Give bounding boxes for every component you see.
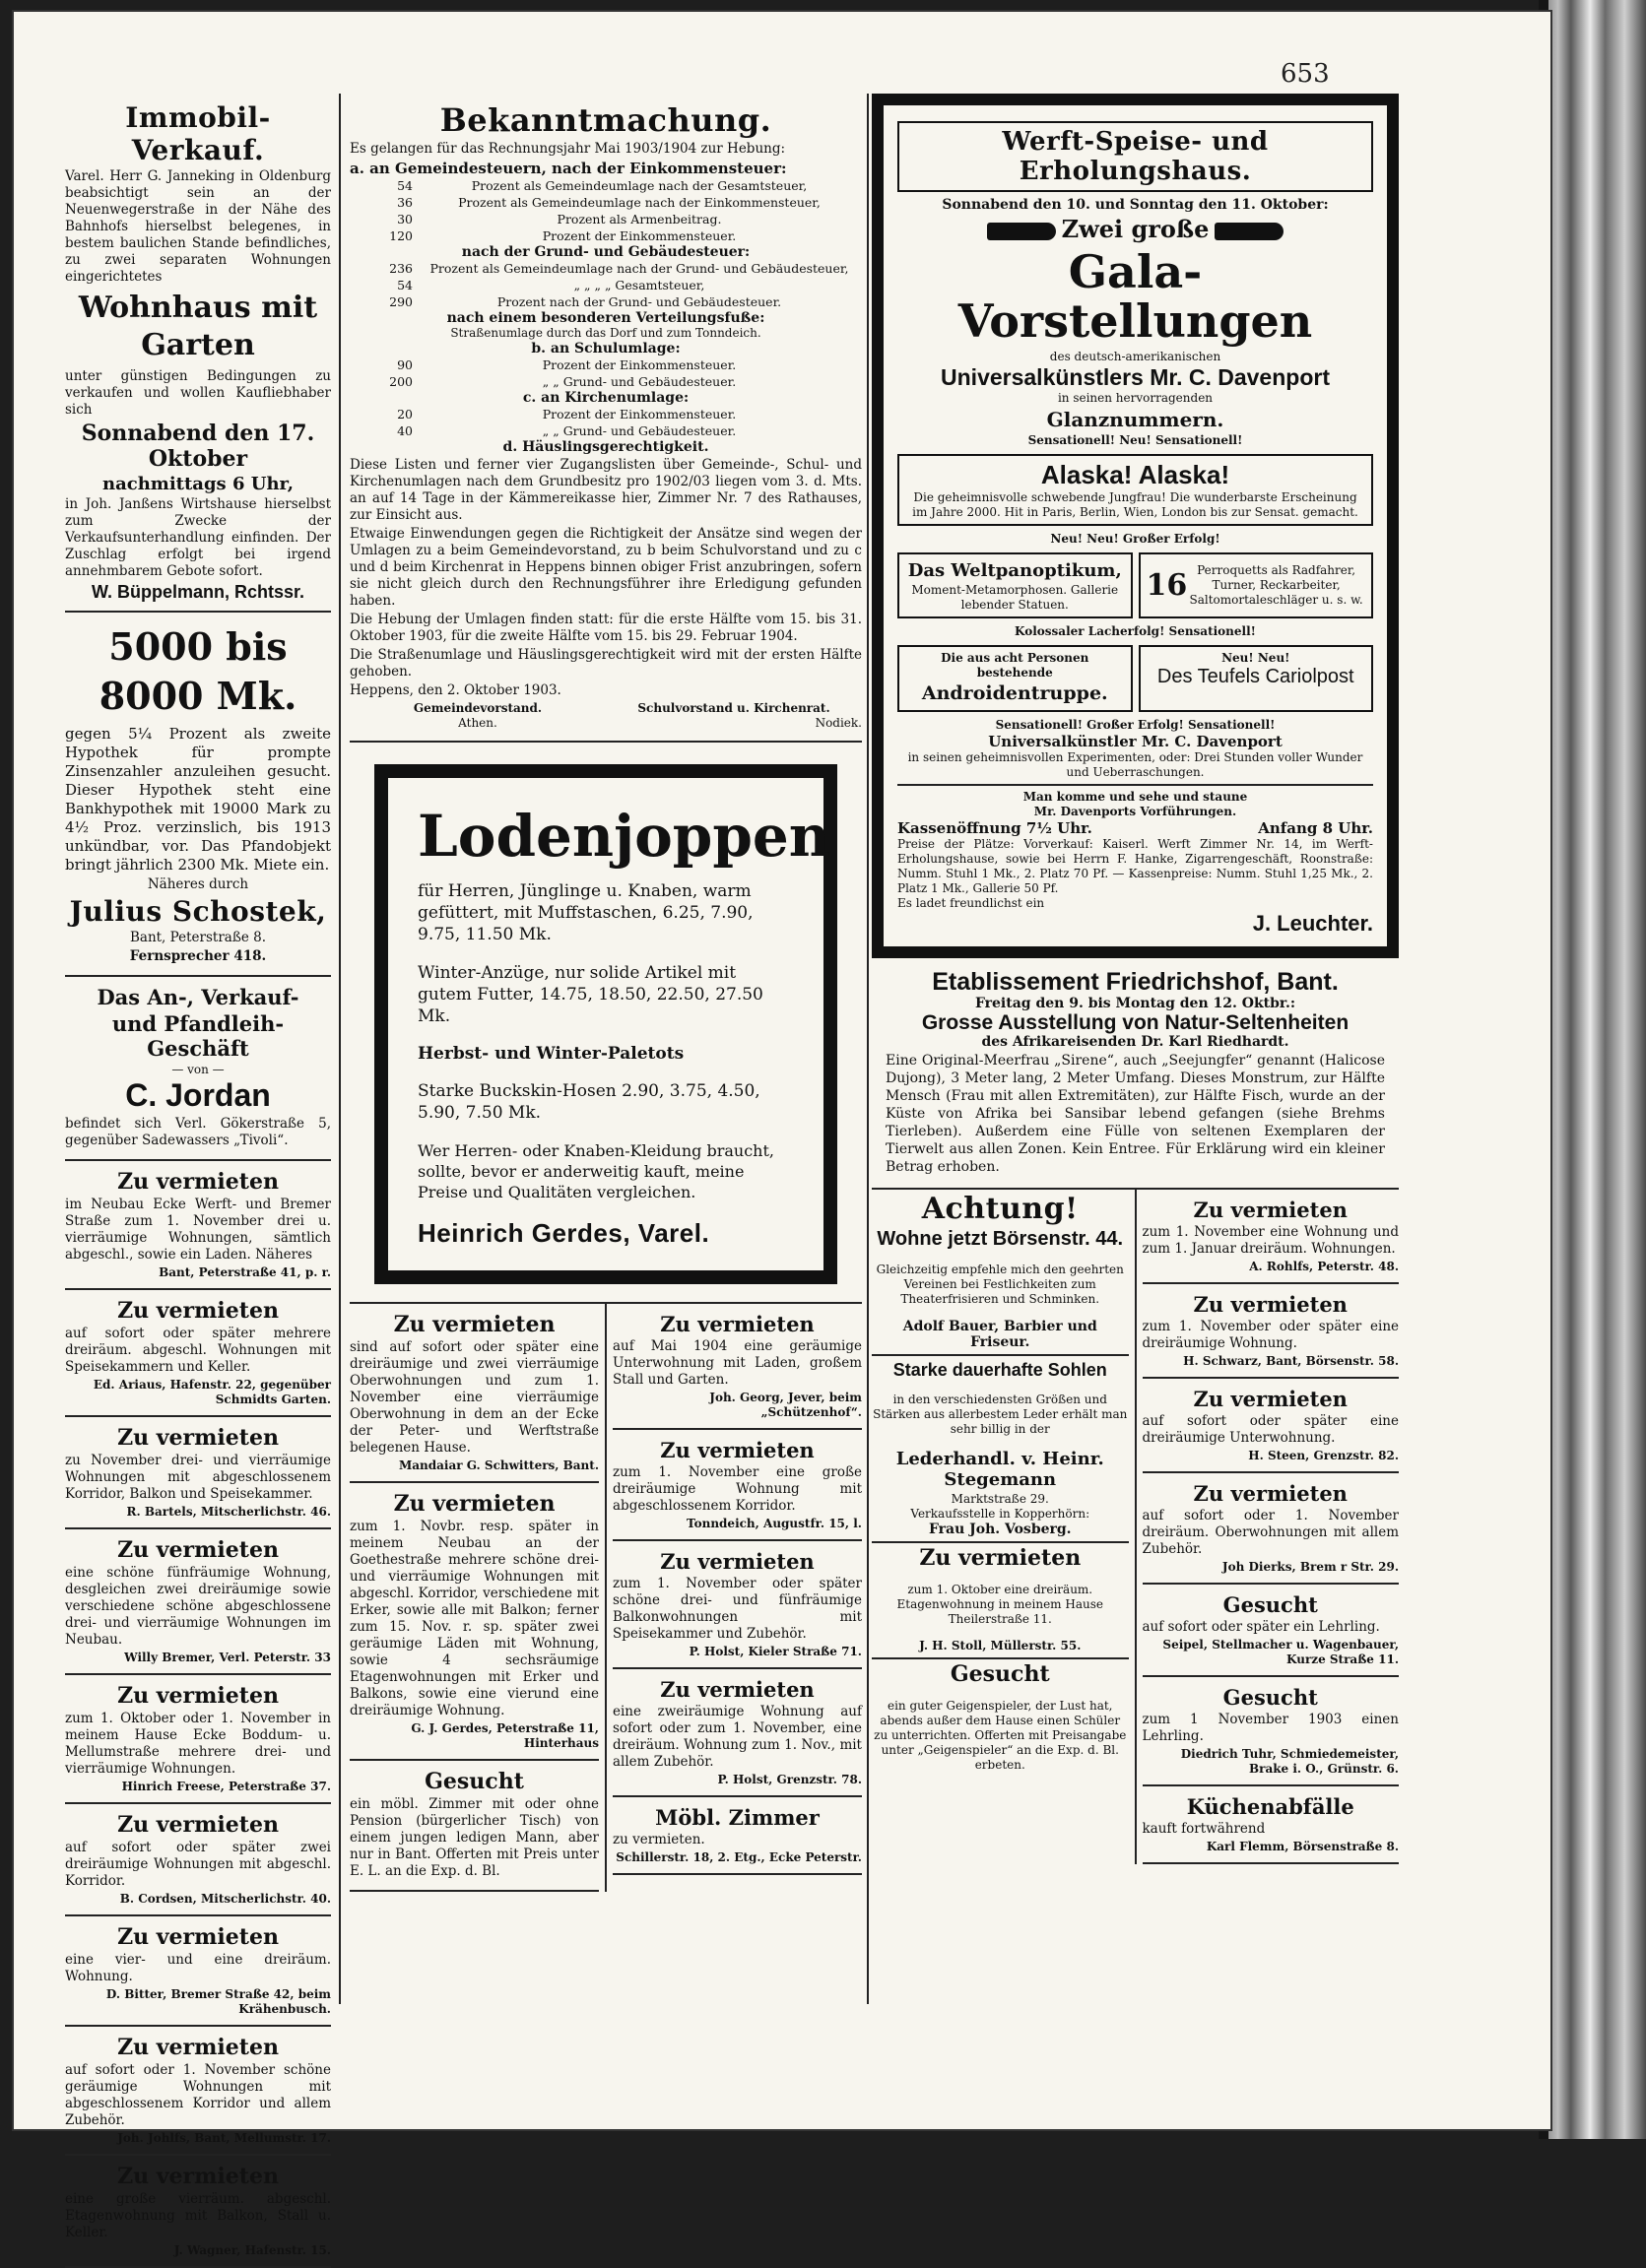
rental-ad	[350, 1483, 599, 1761]
achtung-sig: Adolf Bauer, Barbier und Friseur.	[872, 1319, 1129, 1356]
tax-row	[350, 177, 862, 194]
hypothek-name: Julius Schostek,	[69, 895, 327, 928]
ad-body: auf sofort oder später zwei dreiräumige Wohnungen mit abgeschl. Korridor.	[65, 1840, 331, 1889]
tax-rate: 236	[389, 261, 413, 276]
loden-p4: Starke Buckskin-Hosen 2.90, 3.75, 4.50, 5.90, 7.50 Mk.	[418, 1081, 760, 1123]
android-box	[897, 645, 1133, 712]
achtung-text: Gleichzeitig empfehle mich den geehrten Vereinen bei Festlichkeiten zum Theaterfrisieren und Schminken.	[876, 1263, 1124, 1306]
bekannt-a3-text: Straßenumlage durch das Dorf und zum Tonndeich.	[450, 326, 761, 340]
bekannt-sec-b: b. an Schulumlage:	[531, 341, 681, 356]
immobil-body2: in Joh. Janßens Wirtshause hierselbst zum Zwecke der Verkaufsunterhandlung einfinden. Der Zuschlag erfolgt bei irgend annehmbarem Gebote sofort.	[65, 496, 331, 579]
ad-signature: P. Holst, Grenzstr. 78.	[717, 1773, 862, 1786]
column-3	[872, 94, 1399, 1864]
jordan-line3: — von —	[171, 1063, 225, 1076]
rental-ad	[1143, 1379, 1400, 1473]
col2-bottom-left	[350, 1304, 607, 1892]
ad-signature: Seipel, Stellmacher u. Wagenbauer, Kurze Straße 11.	[1162, 1638, 1399, 1666]
rental-ad	[1143, 1677, 1400, 1786]
column-1	[65, 94, 331, 2268]
loden-p1: für Herren, Jünglinge u. Knaben, warm gefüttert, mit Muffstaschen, 6.25, 7.90, 9.75, 11.50 Mk.	[418, 881, 754, 944]
tax-desc: Prozent der Einkommensteuer.	[542, 228, 737, 243]
ad-body: zum 1. November eine Wohnung und zum 1. Januar dreiräum. Wohnungen.	[1142, 1224, 1399, 1257]
bekannt-title: Bekanntmachung.	[439, 101, 772, 139]
ad-title: Zu vermieten	[1193, 1387, 1348, 1411]
tax-row	[350, 260, 862, 277]
ad-title: Zu vermieten	[1193, 1481, 1348, 1506]
tax-table-a2	[350, 260, 862, 310]
bekannt-sec-d: d. Häuslingsgerechtigkeit.	[502, 439, 709, 455]
werft-des: des deutsch-amerikanischen	[1049, 350, 1221, 363]
sohlen-text: in den verschiedensten Größen und Stärken aus allerbestem Leder erhält man sehr billig in der	[873, 1393, 1128, 1436]
hypothek-headline: 5000 bis 8000 Mk.	[99, 624, 297, 718]
ad-title: Zu vermieten	[660, 1312, 815, 1336]
hypothek-contact: Näheres durch	[147, 876, 249, 892]
ad-signature: R. Bartels, Mitscherlichstr. 46.	[126, 1505, 331, 1519]
ad-title: Gesucht	[1222, 1685, 1318, 1710]
tax-rate: 290	[389, 294, 413, 309]
rental-ad	[613, 1541, 862, 1669]
rental-ad	[613, 1797, 862, 1875]
werft-kasse: Kassenöffnung 7½ Uhr.	[897, 819, 1092, 837]
tax-table-a	[350, 177, 862, 244]
ad-title: Zu vermieten	[117, 1537, 279, 1563]
ges-text: ein guter Geigenspieler, der Lust hat, abends außer dem Hause einen Schüler zu unterrichten. Offerten mit Preisangabe unter „Geigenspieler“ an die Exp. d. Bl. erbeten.	[874, 1699, 1127, 1772]
rental-ad	[65, 1417, 331, 1529]
tax-desc: Prozent der Einkommensteuer.	[542, 407, 737, 421]
tax-rate: 20	[397, 407, 413, 421]
jordan-name: C. Jordan	[125, 1077, 271, 1113]
loden-p3: Herbst- und Winter-Paletots	[418, 1044, 685, 1064]
werft-in-his: in seinen hervorragenden	[1057, 391, 1214, 405]
ad-body: zum 1 November 1903 einen Lehrling.	[1142, 1712, 1399, 1744]
alaska-box	[897, 454, 1373, 526]
ad-title: Gesucht	[1222, 1592, 1318, 1617]
bekannt-intro: Es gelangen für das Rechnungsjahr Mai 1903/1904 zur Hebung:	[350, 141, 786, 157]
rental-ad	[65, 1916, 331, 2027]
tax-desc: Prozent der Einkommensteuer.	[542, 357, 737, 372]
werft-uk: Universalkünstler Mr. C. Davenport	[988, 733, 1283, 750]
alaska-title: Alaska! Alaska!	[1040, 460, 1230, 489]
bekannt-sec-a: a. an Gemeindesteuern, nach der Einkommensteuer:	[350, 160, 787, 177]
hypothek-body: gegen 5¼ Prozent als zweite Hypothek für prompte Zinsenzahler anzuleihen gesucht. Dieser Hypothek steht eine Bankhypothek mit 19000 Mark zu 4½ Proz. verzinslich, bis 1913 unkündbar, vor. Das Pfandobjekt bringt jährlich 2300 Mk. Miete ein.	[65, 725, 331, 874]
col3-bottom-left	[872, 1190, 1137, 1864]
ad-body: auf Mai 1904 eine geräumige Unterwohnung mit Laden, großem Stall und Garten.	[613, 1338, 862, 1388]
tax-row	[350, 277, 862, 293]
jordan-line1: Das An-, Verkauf-	[97, 985, 299, 1009]
werft-preise: Preise der Plätze: Vorverkauf: Kaiserl. Werft Zimmer Nr. 14, im Werft-Erholungshause, sowie bei Herrn F. Hanke, Zigarrengeschäft, Roonstraße: Numm. Stuhl 1 Mk., 2. Platz 70 Pf. — Kassenpreise: Numm. Stuhl 1,25 Mk., 2. Platz 1 Mk., Gallerie 50 Pf.	[897, 837, 1373, 895]
ad-body: eine zweiräumige Wohnung auf sofort oder zum 1. November, eine dreiräum. Wohnung zum 1. Nov., mit allem Zubehör.	[613, 1704, 862, 1770]
bekannt-para3: Die Hebung der Umlagen finden statt: für die erste Hälfte vom 15. bis 31. Oktober 1903, für die zweite Hälfte vom 15. bis 29. Februar 1904.	[350, 612, 862, 644]
welt-box	[897, 552, 1133, 618]
android-title: Androidentruppe.	[921, 682, 1108, 704]
ad-body: zum 1. November oder später eine dreiräumige Wohnung.	[1142, 1319, 1399, 1351]
leder-sig: Frau Joh. Vosberg.	[872, 1522, 1129, 1543]
ad-signature: Joh. Johlfs, Bant, Mellumstr. 17.	[117, 2131, 331, 2145]
teufel-small: Neu! Neu!	[1221, 651, 1290, 665]
tax-row	[350, 194, 862, 211]
ad-body: auf sofort oder später eine dreiräumige Unterwohnung.	[1142, 1413, 1399, 1446]
sig-left-name: Athen.	[458, 716, 497, 730]
fh-date: Freitag den 9. bis Montag den 12. Oktbr.:	[974, 996, 1296, 1011]
ad-signature: H. Steen, Grenzstr. 82.	[1248, 1449, 1399, 1462]
bekannt-sub-a2: nach der Grund- und Gebäudesteuer:	[461, 244, 751, 260]
ad-signature: A. Rohlfs, Peterstr. 48.	[1249, 1260, 1399, 1273]
leder-title: Lederhandl. v. Heinr. Stegemann	[895, 1449, 1104, 1490]
tax-row	[350, 227, 862, 244]
immobil-signature: W. Büppelmann, Rchtssr.	[91, 582, 305, 602]
rental-ad	[350, 1304, 599, 1483]
immobil-title: Immobil-Verkauf.	[125, 101, 271, 166]
rental-ad	[65, 2156, 331, 2268]
rental-ad	[613, 1669, 862, 1797]
tax-table-b	[350, 356, 862, 390]
sohlen-title: Starke dauerhafte Sohlen	[892, 1360, 1107, 1380]
ad-title: Zu vermieten	[117, 1298, 279, 1324]
bekannt-sub-a3: nach einem besonderen Verteilungsfuße:	[446, 310, 765, 326]
rental-ad	[65, 2027, 331, 2156]
teufel-title: Des Teufels Cariolpost	[1156, 666, 1354, 687]
werft-neu-row: Neu! Neu! Großer Erfolg!	[1050, 532, 1220, 546]
ad-signature: Karl Flemm, Börsenstraße 8.	[1206, 1840, 1399, 1853]
loden-wrapper	[350, 743, 862, 1302]
ad-body: im Neubau Ecke Werft- und Bremer Straße zum 1. November drei u. vierräumige Wohnungen, sämtlich abgeschl., sowie ein Laden. Näheres	[65, 1197, 331, 1263]
bekannt-place-date: Heppens, den 2. Oktober 1903.	[350, 682, 561, 698]
ad-body: auf sofort oder später ein Lehrling.	[1142, 1619, 1380, 1635]
ad-body: zum 1. November oder später schöne drei- und fünfräumige Balkonwohnungen mit Speisekammer und Zubehör.	[613, 1576, 862, 1642]
ad-signature: Tonndeich, Augustfr. 15, l.	[687, 1517, 862, 1530]
tax-rate: 30	[397, 212, 413, 227]
leder-sub: Verkaufsstelle in Kopperhörn:	[910, 1507, 1090, 1521]
bekannt-para2: Etwaige Einwendungen gegen die Richtigkeit der Ansätze sind wegen der Umlagen zu a beim Gemeindevorstand, zu b beim Schulvorstand und zu c und d beim Kirchenrat in Heppens binnen obiger Frist anzubringen, sofern sie nicht gleich durch den Rechnungsführer ihre Erledigung gefunden haben.	[350, 526, 862, 609]
fh-body: Eine Original-Meerfrau „Sirene“, auch „Seejungfer“ genannt (Halicose Dujong), 3 Meter lang, 2 Meter Umfang. Dieses Monstrum, zur Hälfte Mensch (Frau mit allen Extremitäten), zur Hälfte Fisch, wurde an der Küste von Afrika bei Sansibar lebend gefangen (siehe Brehms Tierleben). Außerdem eine Fülle von seltenen Exemplaren der Tierwelt aus allen Zonen. Kein Entree. Für Erklärung wird ein kleiner Betrag erhoben.	[886, 1053, 1385, 1175]
tax-rate: 120	[389, 228, 413, 243]
ad-body: zum 1. November eine große dreiräumige Wohnung mit abgeschlossenem Korridor.	[613, 1464, 862, 1514]
ad-title: Zu vermieten	[117, 1425, 279, 1451]
fh-sub: des Afrikareisenden Dr. Karl Riedhardt.	[981, 1034, 1289, 1050]
loden-p2: Winter-Anzüge, nur solide Artikel mit gutem Futter, 14.75, 18.50, 22.50, 27.50 Mk.	[418, 963, 763, 1026]
ad-title: Zu vermieten	[117, 1924, 279, 1950]
ad-title: Zu vermieten	[1193, 1292, 1348, 1317]
bekanntmachung	[350, 94, 862, 743]
ad-title: Zu vermieten	[1193, 1198, 1348, 1222]
tax-desc: Prozent als Armenbeitrag.	[557, 212, 722, 227]
ad-title: Zu vermieten	[660, 1677, 815, 1702]
rental-ad	[65, 1804, 331, 1916]
col3-bottom-right	[1137, 1190, 1400, 1864]
werft-ad	[872, 94, 1399, 958]
welt-text: Moment-Metamorphosen. Gallerie lebender Statuen.	[911, 583, 1119, 612]
immobil-time: nachmittags 6 Uhr,	[102, 474, 294, 494]
ad-body: eine große vierräum. abgeschl. Etagenwohnung mit Balkon, Stall u. Keller.	[65, 2191, 331, 2240]
werft-come: Man komme und sehe und staune	[1022, 790, 1248, 804]
hypothek-address: Bant, Peterstraße 8.	[129, 930, 267, 945]
werft-come2: Mr. Davenports Vorführungen.	[1033, 805, 1237, 818]
werft-date: Sonnabend den 10. und Sonntag den 11. Oktober:	[942, 197, 1329, 213]
fh-headline: Grosse Ausstellung von Natur-Seltenheiten	[921, 1011, 1350, 1034]
rental-ad	[1143, 1284, 1400, 1379]
welt-title: Das Weltpanoptikum,	[907, 560, 1122, 581]
jordan-body: befindet sich Verl. Gökerstraße 5, gegenüber Sadewassers „Tivoli“.	[65, 1116, 331, 1148]
zv-title: Zu vermieten	[919, 1545, 1082, 1571]
ad-signature: Joh. Georg, Jever, beim „Schützenhof“.	[709, 1391, 862, 1419]
col1-rental-ads	[65, 1161, 331, 2268]
ad-signature: Joh Dierks, Brem r Str. 29.	[1221, 1560, 1399, 1574]
rental-ad	[613, 1430, 862, 1541]
ad-signature: H. Schwarz, Bant, Börsenstr. 58.	[1183, 1354, 1399, 1368]
ad-signature: G. J. Gerdes, Peterstraße 11, Hinterhaus	[411, 1721, 599, 1750]
ad-signature: D. Bitter, Bremer Straße 42, beim Krähenbusch.	[105, 1987, 331, 2016]
tax-desc: „ „ Grund- und Gebäudesteuer.	[542, 374, 737, 389]
fh-title: Etablissement Friedrichshof, Bant.	[932, 968, 1339, 996]
ad-signature: Willy Bremer, Verl. Peterstr. 33	[124, 1651, 331, 1664]
rental-ad	[350, 1761, 599, 1892]
werft-gala: Gala-Vorstellungen	[957, 245, 1313, 348]
zv-text: zum 1. Oktober eine dreiräum. Etagenwohnung in meinem Hause Theilerstraße 11.	[896, 1583, 1103, 1626]
perroq-box	[1139, 552, 1374, 618]
werft-anfang: Anfang 8 Uhr.	[1258, 819, 1373, 837]
werft-times	[897, 819, 1373, 837]
tax-rate: 54	[397, 178, 413, 193]
achtung-title: Achtung!	[921, 1192, 1079, 1226]
teufel-box	[1139, 645, 1374, 712]
ad-signature: Bant, Peterstraße 41, p. r.	[159, 1265, 331, 1279]
page-number: 653	[1281, 59, 1330, 89]
tax-row	[350, 211, 862, 227]
werft-sens-row: Sensationell! Neu! Sensationell!	[1027, 433, 1243, 447]
ad-signature: Hinrich Freese, Peterstraße 37.	[121, 1780, 331, 1793]
tax-row	[350, 356, 862, 373]
ad-body: kauft fortwährend	[1142, 1821, 1266, 1837]
tax-rate: 36	[397, 195, 413, 210]
loden-title: Lodenjoppen	[418, 803, 830, 870]
jordan-ad	[65, 977, 331, 1161]
column-rule	[339, 94, 341, 2004]
ad-body: sind auf sofort oder später eine dreiräumige und zwei vierräumige Oberwohnungen und zum 1. November eine vierräumige Oberwohnung in dem an der Ecke der Peter- und Werftstraße belegenen Hause.	[350, 1339, 599, 1456]
ad-body: eine schöne fünfräumige Wohnung, desgleichen zwei dreiräumige sowie verschiedene schöne abgeschlossene drei- und vierräumige Wohnungen im Neubau.	[65, 1565, 331, 1648]
ad-title: Zu vermieten	[117, 1169, 279, 1195]
col2-bottom	[350, 1302, 862, 1892]
tax-desc: Prozent nach der Grund- und Gebäudesteuer.	[496, 294, 782, 309]
pointing-hand-icon	[1215, 223, 1284, 240]
ad-title: Gesucht	[425, 1769, 524, 1794]
sig-left: Gemeindevorstand.	[413, 701, 543, 715]
ad-signature: Mandaiar G. Schwitters, Bant.	[398, 1458, 599, 1472]
rental-ad	[1143, 1786, 1400, 1864]
immobil-intro: Varel. Herr G. Janneking in Oldenburg beabsichtigt sein an der Neuenwegerstraße in der Nähe des Bahnhofs hierselbst belegenes, in bestem baulichen Stande befindliches, zu zwei separaten Wohnungen eingerichtetes	[65, 168, 331, 285]
werft-sub: Zwei große	[1061, 215, 1210, 243]
ad-title: Zu vermieten	[117, 1812, 279, 1838]
immobil-date: Sonnabend den 17. Oktober	[81, 421, 315, 472]
rental-ad	[65, 1161, 331, 1290]
ad-body: zu November drei- und vierräumige Wohnungen mit abgeschlossenem Korridor, Balkon und Speisekammer.	[65, 1453, 331, 1502]
tax-desc: „ „ „ „ Gesamtsteuer,	[573, 278, 705, 292]
ad-signature: Diedrich Tuhr, Schmiedemeister, Brake i. O., Grünstr. 6.	[1180, 1747, 1399, 1776]
rental-ad	[65, 1529, 331, 1675]
act-row-2	[897, 639, 1373, 718]
tax-rate: 54	[397, 278, 413, 292]
rental-ad	[1143, 1585, 1400, 1677]
ad-body: eine vier- und eine dreiräum. Wohnung.	[65, 1952, 331, 1984]
tax-desc: Prozent als Gemeindeumlage nach der Grund- und Gebäudesteuer,	[429, 261, 849, 276]
ad-title: Küchenabfälle	[1186, 1794, 1354, 1819]
ad-title: Zu vermieten	[660, 1438, 815, 1462]
android-small: Die aus acht Personen bestehende	[941, 651, 1089, 680]
bekannt-sec-c: c. an Kirchenumlage:	[522, 390, 690, 406]
tax-row	[350, 406, 862, 422]
loden-ad	[374, 764, 837, 1284]
act-row-1	[897, 547, 1373, 624]
ad-title: Zu vermieten	[117, 2164, 279, 2189]
book-binding	[1539, 0, 1646, 2139]
jordan-line2: und Pfandleih-Geschäft	[111, 1011, 285, 1061]
ad-body: ein möbl. Zimmer mit oder ohne Pension (bürgerlicher Tisch) von einem jungen ledigen Mann, aber nur in Bant. Offerten mit Preis unter E. L. an die Exp. d. Bl.	[350, 1796, 599, 1879]
ad-title: Zu vermieten	[117, 2035, 279, 2060]
loden-sig: Heinrich Gerdes, Varel.	[418, 1218, 710, 1248]
werft-invite: Es ladet freundlichst ein	[897, 896, 1045, 910]
rental-ad	[1143, 1190, 1400, 1284]
werft-uk-text: in seinen geheimnisvollen Experimenten, oder: Drei Stunden voller Wunder und Ueberraschungen.	[907, 750, 1363, 779]
ad-title: Zu vermieten	[393, 1312, 556, 1337]
bekannt-signatures	[350, 701, 862, 731]
ad-body: auf sofort oder später mehrere dreiräum. abgeschl. Wohnungen mit Speisekammern und Keller.	[65, 1326, 331, 1375]
bekannt-para4: Die Straßenumlage und Häuslingsgerechtigkeit wird mit der ersten Hälfte gehoben.	[350, 647, 862, 680]
immobil-headline: Wohnhaus mit Garten	[78, 291, 318, 362]
immobil-ad	[65, 94, 331, 613]
hypothek-phone: Fernsprecher 418.	[129, 948, 267, 964]
pointing-hand-icon	[987, 223, 1056, 240]
tax-row	[350, 373, 862, 390]
ad-title: Möbl. Zimmer	[655, 1805, 820, 1830]
ad-signature: Ed. Ariaus, Hafenstr. 22, gegenüber Schmidts Garten.	[93, 1378, 331, 1406]
ad-title: Zu vermieten	[660, 1549, 815, 1574]
ad-title: Zu vermieten	[117, 1683, 279, 1709]
ad-body: zum 1. Oktober oder 1. November in meinem Hause Ecke Boddum- u. Mellumstraße mehrere drei- und vierräumige Wohnungen.	[65, 1711, 331, 1777]
loden-p5: Wer Herren- oder Knaben-Kleidung braucht, sollte, bevor er anderweitig kauft, meine Preise und Qualitäten vergleichen.	[418, 1141, 774, 1201]
werft-glanz: Glanznummern.	[1046, 408, 1224, 431]
perroq-count: 16	[1146, 568, 1188, 603]
friedrichshof-ad	[872, 958, 1399, 1190]
sig-right: Schulvorstand u. Kirchenrat.	[637, 701, 830, 715]
tax-desc: Prozent als Gemeindeumlage nach der Einkommensteuer,	[458, 195, 821, 210]
ad-title: Zu vermieten	[393, 1491, 556, 1517]
tax-row	[350, 422, 862, 439]
ad-body: zum 1. Novbr. resp. später in meinem Neubau an der Goethestraße mehrere schöne drei- und vierräumige Wohnungen mit abgeschl. Korridor, verschiedene mit Erker, sowie alle mit Balkon; ferner zum 15. Nov. r. sp. später zwei geräumige Läden mit Wohnung, sowie 4 sechsräumige Etagenwohnungen mit Erker und Balkons, sowie eine vierund eine dreiräumige Wohnung.	[350, 1519, 599, 1718]
werft-artist: Universalkünstlers Mr. C. Davenport	[941, 364, 1330, 390]
column-2	[350, 94, 862, 1892]
werft-sig: J. Leuchter.	[1252, 911, 1373, 936]
tax-desc: Prozent als Gemeindeumlage nach der Gesamtsteuer,	[471, 178, 808, 193]
ad-signature: B. Cordsen, Mitscherlichstr. 40.	[119, 1892, 331, 1906]
tax-table-c	[350, 406, 862, 439]
col3-bottom	[872, 1190, 1399, 1864]
tax-desc: „ „ Grund- und Gebäudesteuer.	[542, 423, 737, 438]
ad-signature: Schillerstr. 18, 2. Etg., Ecke Peterstr.	[616, 1850, 862, 1864]
werft-row2: Kolossaler Lacherfolg! Sensationell!	[1015, 624, 1256, 638]
tax-rate: 40	[397, 423, 413, 438]
ges-title: Gesucht	[950, 1661, 1050, 1687]
tax-row	[350, 293, 862, 310]
immobil-body: unter günstigen Bedingungen zu verkaufen und wollen Kaufliebhaber sich	[65, 368, 331, 418]
werft-title: Werft-Speise- und Erholungshaus.	[897, 121, 1373, 192]
rental-ad	[65, 1290, 331, 1417]
sig-right-name: Nodiek.	[815, 716, 862, 730]
perroq-text: Perroquetts als Radfahrer, Turner, Reckarbeiter, Saltomortaleschläger u. s. w.	[1189, 563, 1363, 607]
tax-rate: 200	[389, 374, 413, 389]
alaska-text: Die geheimnisvolle schwebende Jungfrau! Die wunderbarste Erscheinung im Jahre 2000. Hit in Paris, Berlin, Wien, London bis zur Sensat. gemacht.	[912, 490, 1358, 519]
werft-row3: Sensationell! Großer Erfolg! Sensationell!	[995, 718, 1276, 732]
col2-bottom-right	[607, 1304, 862, 1892]
rental-ad	[65, 1675, 331, 1804]
zv-sig: J. H. Stoll, Müllerstr. 55.	[872, 1639, 1129, 1659]
column-rule	[867, 94, 869, 2004]
ad-body: auf sofort oder 1. November dreiräum. Oberwohnungen mit allem Zubehör.	[1142, 1508, 1399, 1557]
ad-body: auf sofort oder 1. November schöne geräumige Wohnungen mit abgeschlossenem Korridor und allem Zubehör.	[65, 2062, 331, 2128]
ad-signature: P. Holst, Kieler Straße 71.	[689, 1645, 862, 1658]
hypothek-ad	[65, 613, 331, 977]
ad-signature: J. Wagner, Hafenstr. 15.	[173, 2243, 331, 2257]
bekannt-para1: Diese Listen und ferner vier Zugangslisten über Gemeinde-, Schul- und Kirchenumlagen nach dem Grundbesitz pro 1902/03 liegen vom 3. d. Mts. an auf 14 Tage in der Kämmereikasse hier, Zimmer Nr. 7 des Rathauses, zur Einsicht aus.	[350, 457, 862, 523]
achtung-wohne: Wohne jetzt Börsenstr. 44.	[877, 1228, 1124, 1250]
tax-rate: 90	[397, 357, 413, 372]
rental-ad	[613, 1304, 862, 1430]
ad-body: zu vermieten.	[613, 1832, 705, 1847]
rental-ad	[1143, 1473, 1400, 1585]
leder-addr: Marktstraße 29.	[951, 1492, 1049, 1506]
